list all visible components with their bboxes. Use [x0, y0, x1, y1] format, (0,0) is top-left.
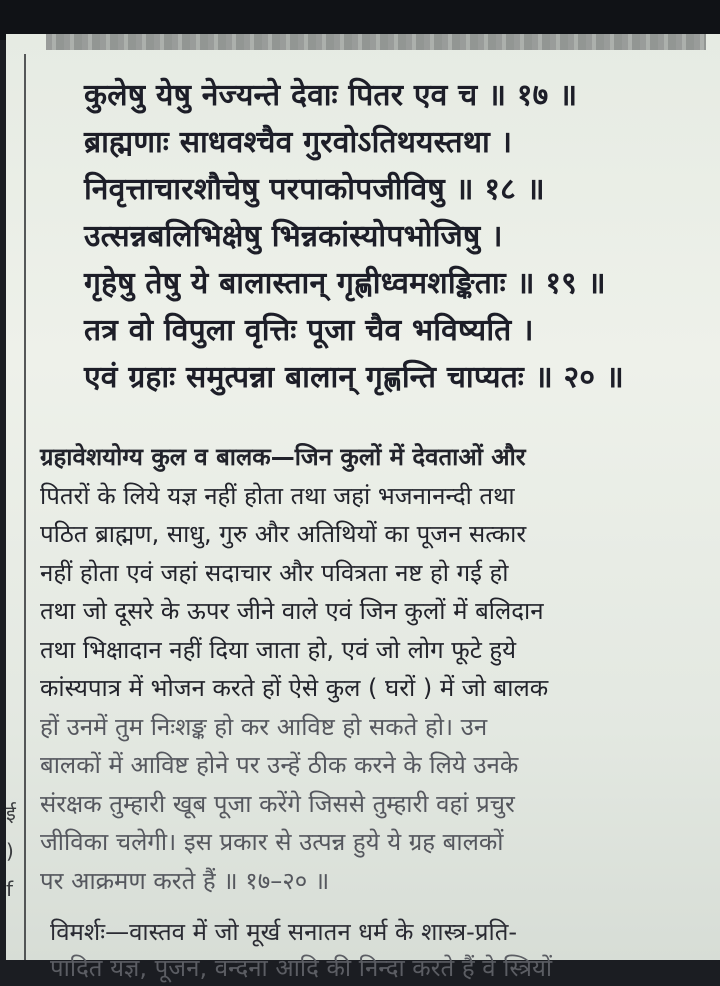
verse-line: ब्राह्मणाः साधवश्चैव गुरवोऽतिथयस्तथा । [84, 125, 513, 160]
translation-line: ग्रहावेशयोग्य कुल व बालक—जिन कुलों में देवताओं और [40, 443, 526, 471]
note-line: पादित यज्ञ, पूजन, वन्दना आदि की निन्दा करते हैं वे स्त्रियों [50, 954, 553, 982]
translation-line: नहीं होता एवं जहां सदाचार और पवित्रता नष्ट हो गई हो [40, 558, 509, 587]
margin-marks [6, 794, 20, 908]
verse-line: गृहेषु तेषु ये बालास्तान् गृह्णीध्वमशङ्किताः ॥ १९ ॥ [84, 266, 606, 301]
book-page [6, 34, 720, 982]
translation-line: पितरों के लिये यज्ञ नहीं होता तथा जहां भजनानन्दी तथा [40, 481, 515, 510]
verse-line: निवृत्ताचारशौचेषु परपाकोपजीविषु ॥ १८ ॥ [84, 172, 545, 207]
previous-line-fragment [46, 34, 706, 50]
verse-line: कुलेषु येषु नेज्यन्ते देवाः पितर एव च ॥ १७ ॥ [84, 78, 578, 113]
margin-mark: ई [6, 801, 16, 825]
sanskrit-verses [84, 72, 704, 401]
verse-line: तत्र वो विपुला वृत्तिः पूजा चैव भविष्यति । [84, 313, 534, 348]
translation-line: पर आक्रमण करते हैं ॥ १७–२० ॥ [40, 866, 330, 895]
translation-line: जीविका चलेगी। इस प्रकार से उत्पन्न हुये ये ग्रह बालकों [40, 828, 504, 856]
hindi-translation [40, 438, 700, 900]
translation-line: हों उनमें तुम निःशङ्क हो कर आविष्ट हो सकते हो। उन [40, 712, 488, 741]
margin-mark: ) [6, 839, 14, 863]
translation-line: संरक्षक तुम्हारी खूब पूजा करेंगे जिससे तुम्हारी वहां प्रचुर [40, 789, 515, 818]
translation-line: तथा भिक्षादान नहीं दिया जाता हो, एवं जो लोग फूटे हुये [40, 635, 517, 664]
translation-line: पठित ब्राह्मण, साधु, गुरु और अतिथियों का पूजन सत्कार [40, 520, 527, 548]
page-margin-rule [24, 54, 26, 960]
translation-line: तथा जो दूसरे के ऊपर जीने वाले एवं जिन कुलों में बलिदान [40, 597, 544, 625]
translation-line: कांस्यपात्र में भोजन करते हों ऐसे कुल ( घरों ) में जो बालक [40, 674, 549, 702]
verse-line: एवं ग्रहाः समुत्पन्ना बालान् गृह्णन्ति चाप्यतः ॥ २० ॥ [84, 360, 624, 395]
note-line: विमर्शः—वास्तव में जो मूर्ख सनातन धर्म के शास्त्र-प्रति- [50, 918, 518, 946]
translation-line: बालकों में आविष्ट होने पर उन्हें ठीक करने के लिये उनके [40, 751, 519, 779]
commentary-note [50, 914, 700, 986]
verse-line: उत्सन्नबलिभिक्षेषु भिन्नकांस्योपभोजिषु । [84, 219, 503, 254]
margin-mark: f [6, 877, 14, 901]
